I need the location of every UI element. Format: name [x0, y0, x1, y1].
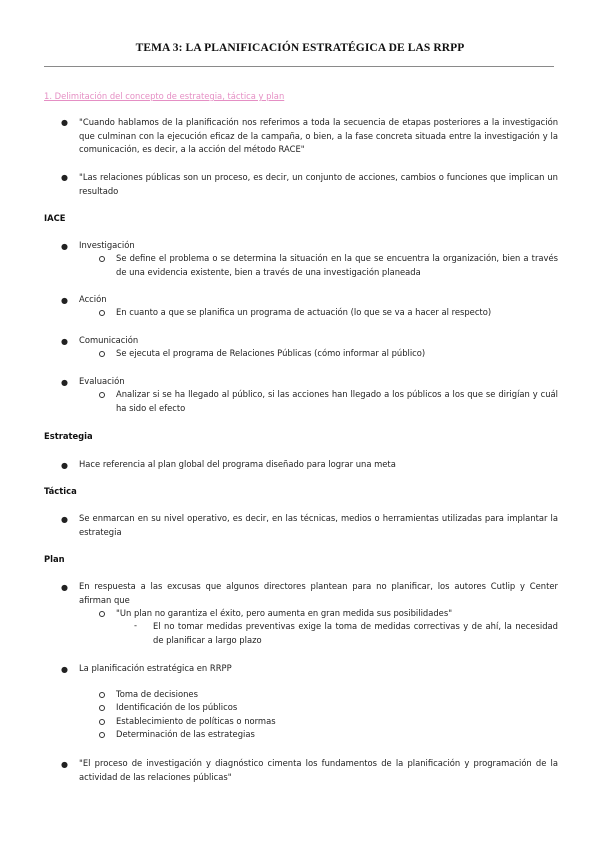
plan-bullet-2: La planificación estratégica en RRPP	[79, 663, 232, 673]
bullet-marker: ●	[61, 118, 68, 127]
circle-marker	[99, 256, 105, 262]
circle-marker	[99, 351, 105, 357]
bullet-marker: ●	[61, 583, 68, 592]
plan-sub-item: Determinación de las estrategias	[116, 729, 255, 739]
plan-dash-text: El no tomar medidas preventivas exige la toma de medidas correctivas y de ahí, la necesidad de planificar a largo plazo	[153, 621, 558, 645]
iace-item-detail: Se ejecuta el programa de Relaciones Públicas (cómo informar al público)	[116, 348, 426, 358]
bullet-marker: ●	[61, 173, 68, 182]
circle-marker	[99, 392, 105, 398]
plan-bullet-3: "El proceso de investigación y diagnóstico cimenta los fundamentos de la planificación y programación de la actividad de las relaciones públicas"	[79, 758, 558, 782]
estrategia-text: Hace referencia al plan global del programa diseñado para lograr una meta	[79, 459, 396, 469]
plan-heading: Plan	[44, 554, 65, 564]
plan-sub-item: Establecimiento de políticas o normas	[116, 716, 276, 726]
circle-marker	[99, 705, 105, 711]
iace-item-label: Investigación	[79, 240, 135, 250]
bullet-marker: ●	[61, 665, 68, 674]
bullet-marker: ●	[61, 515, 68, 524]
plan-bullet-1: En respuesta a las excusas que algunos directores plantean para no planificar, los autores Cutlip y Center afirman que	[79, 581, 558, 605]
circle-marker	[99, 611, 105, 617]
iace-heading: IACE	[44, 213, 66, 223]
page-title: TEMA 3: LA PLANIFICACIÓN ESTRATÉGICA DE LAS RRPP	[135, 42, 465, 54]
intro-bullet-2: "Las relaciones públicas son un proceso, es decir, un conjunto de acciones, cambios o funciones que implican un resultado	[79, 172, 558, 196]
section-link[interactable]: 1. Delimitación del concepto de estrategia, táctica y plan	[44, 91, 285, 101]
bullet-marker: ●	[61, 242, 68, 251]
iace-item-label: Comunicación	[79, 335, 139, 345]
bullet-marker: ●	[61, 378, 68, 387]
bullet-marker: ●	[61, 337, 68, 346]
intro-bullet-1: "Cuando hablamos de la planificación nos referimos a toda la secuencia de etapas posteriores a la investigación que culminan con la ejecución eficaz de la campaña, o bien, a la fase concreta situada entre la investigación y la comunicación, es decir, a la acción del método RACE"	[79, 117, 558, 154]
iace-item-detail: Analizar si se ha llegado al público, si las acciones han llegado a los públicos a los que se dirigían y cuál ha sido el efecto	[116, 389, 558, 413]
tactica-heading: Táctica	[44, 486, 77, 496]
tactica-text: Se enmarcan en su nivel operativo, es decir, en las técnicas, medios o herramientas utilizadas para implantar la estrategia	[79, 513, 558, 537]
iace-item-detail: Se define el problema o se determina la situación en la que se encuentra la organización, bien a través de una evidencia existente, bien a través de una investigación planeada	[116, 253, 558, 277]
plan-sub-item: Identificación de los públicos	[116, 702, 238, 712]
circle-marker	[99, 719, 105, 725]
iace-item-label: Acción	[79, 294, 107, 304]
estrategia-heading: Estrategia	[44, 431, 93, 441]
dash-marker: -	[134, 620, 138, 630]
title-divider	[44, 66, 554, 67]
circle-marker	[99, 310, 105, 316]
bullet-marker: ●	[61, 760, 68, 769]
plan-quote: "Un plan no garantiza el éxito, pero aumenta en gran medida sus posibilidades"	[116, 608, 453, 618]
circle-marker	[99, 692, 105, 698]
plan-sub-item: Toma de decisiones	[116, 689, 198, 699]
circle-marker	[99, 732, 105, 738]
iace-item-label: Evaluación	[79, 376, 125, 386]
iace-item-detail: En cuanto a que se planifica un programa de actuación (lo que se va a hacer al respecto)	[116, 307, 492, 317]
bullet-marker: ●	[61, 296, 68, 305]
bullet-marker: ●	[61, 461, 68, 470]
